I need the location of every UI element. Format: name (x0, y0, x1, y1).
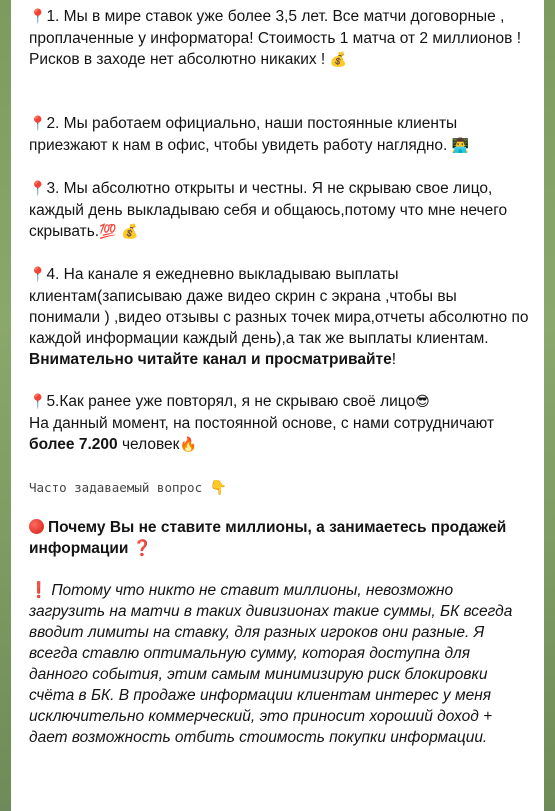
paragraph-5-bold: более 7.200 (29, 436, 118, 453)
pin-icon: 📍 (29, 394, 47, 410)
pointing-down-icon: 👇 (209, 480, 228, 496)
paragraph-2 (29, 113, 530, 157)
answer (29, 580, 530, 748)
paragraph-5-tail: человек (117, 436, 180, 453)
answer-text: Потому что никто не ставит миллионы, невозможно загрузить на матчи в таких дивизионах такие суммы, БК всегда вводит лимиты на ставку, для разных игроков они разные. Я всегда ставлю оптимальную сумму, которая доступна для данного события, этим самым минимизирую риск блокировки счёта в БК. В продаже информации клиентам интерес у меня исключительно коммерческий, это приносит хороший доход + дает возможность отбить стоимость покупки информации. (29, 582, 513, 746)
paragraph-2-text: 2. Мы работаем официально, наши постоянные клиенты приезжают к нам в офис, чтобы увидеть работу наглядно. (29, 115, 458, 154)
question (29, 517, 530, 559)
faq-label (29, 477, 530, 499)
paragraph-5-line2: На данный момент, на постоянной основе, с нами сотрудничают (29, 415, 495, 432)
pin-icon: 📍 (29, 267, 47, 283)
paragraph-1 (29, 6, 530, 71)
paragraph-5-text: 5.Как ранее уже повторял, я не скрываю своё лицо (46, 393, 416, 410)
pin-icon: 📍 (29, 116, 47, 132)
exclamation-icon: ❗ (29, 582, 49, 599)
question-mark-icon: ❓ (132, 540, 153, 557)
paragraph-4-bold-tail: ! (391, 351, 397, 368)
faq-label-text: Часто задаваемый вопрос (29, 480, 203, 495)
paragraph-3 (29, 178, 530, 243)
question-text: Почему Вы не ставите миллионы, а занимаетесь продажей информации (29, 519, 507, 557)
paragraph-5 (29, 391, 530, 456)
message-bubble[interactable] (11, 0, 544, 811)
paragraph-1-text: 1. Мы в мире ставок уже более 3,5 лет. Все матчи договорные , проплаченные у информатора! Стоимость 1 матча от 2 миллионов ! Рисков в заходе нет абсолютно никаких ! (29, 8, 522, 68)
paragraph-4-bold: Внимательно читайте канал и просматривайте (29, 351, 392, 368)
hundred-points-icon: 💯 💰 (99, 224, 139, 240)
money-bag-icon: 💰 (329, 52, 347, 68)
paragraph-3-text: 3. Мы абсолютно открыты и честны. Я не скрываю свое лицо, каждый день выкладываю себя и общаюсь,потому что мне нечего скрывать. (29, 180, 508, 240)
red-circle-icon (29, 519, 44, 534)
pin-icon: 📍 (29, 181, 47, 197)
fire-icon: 🔥 (179, 437, 197, 453)
sunglasses-face-icon: 😎 (415, 394, 430, 410)
paragraph-4 (29, 264, 530, 370)
pin-icon: 📍 (29, 9, 47, 25)
paragraph-4-text: 4. На канале я ежедневно выкладываю выплаты клиентам(записываю даже видео скрин с экрана ,чтобы вы понимали ) ,видео отзывы с разных точек мира,отчеты абсолютно по каждой информации каждый день),а так же выплаты клиентам. (29, 266, 529, 347)
technologist-icon: 👨‍💻 (451, 138, 470, 154)
